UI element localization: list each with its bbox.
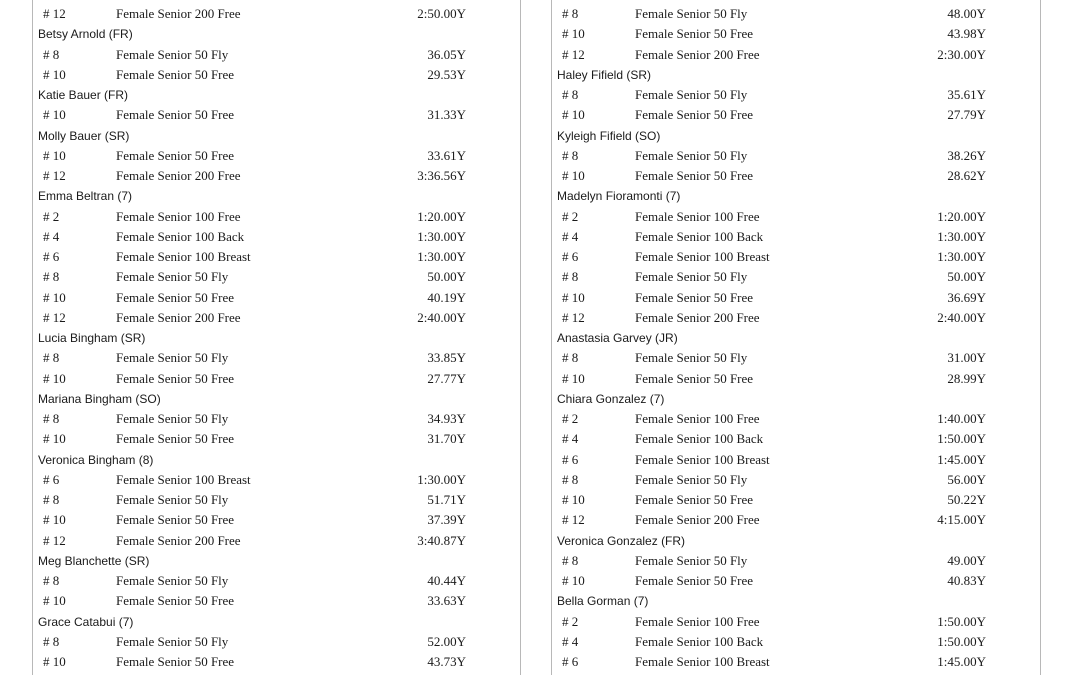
event-name: Female Senior 100 Back xyxy=(635,633,764,649)
event-entry-row xyxy=(33,510,520,530)
event-number: # 10 xyxy=(43,66,66,82)
event-name: Female Senior 100 Free xyxy=(635,208,760,224)
seed-time: 36.69Y xyxy=(947,289,986,305)
seed-time: 1:45.00Y xyxy=(937,451,986,467)
event-entry-row xyxy=(33,470,520,490)
event-name: Female Senior 50 Free xyxy=(635,289,754,305)
event-number: # 10 xyxy=(562,370,585,386)
event-number: # 12 xyxy=(43,309,66,325)
event-number: # 8 xyxy=(43,46,60,62)
event-entry-row xyxy=(552,247,1040,267)
event-entry-row xyxy=(552,450,1040,470)
swimmer-heading xyxy=(33,186,520,206)
swimmer-name: Betsy Arnold (FR) xyxy=(38,27,133,42)
event-name: Female Senior 100 Breast xyxy=(635,654,770,669)
seed-time: 3:40.87Y xyxy=(417,532,466,548)
event-name: Female Senior 50 Free xyxy=(116,512,235,528)
seed-time: 51.71Y xyxy=(427,492,466,507)
swimmer-name: Molly Bauer (SR) xyxy=(38,128,130,143)
swimmer-name: Mariana Bingham (SO) xyxy=(38,391,161,406)
seed-time: 56.00Y xyxy=(947,471,986,487)
event-number: # 10 xyxy=(43,431,66,447)
event-entry-row xyxy=(552,146,1040,166)
seed-time: 33.85Y xyxy=(427,350,466,366)
swimmer-name: Meg Blanchette (SR) xyxy=(38,553,150,568)
event-entry-row xyxy=(33,65,520,85)
event-name: Female Senior 50 Free xyxy=(116,289,235,305)
event-number: # 8 xyxy=(562,552,579,568)
event-number: # 8 xyxy=(43,573,60,588)
event-number: # 4 xyxy=(562,431,579,447)
event-name: Female Senior 50 Fly xyxy=(116,350,229,366)
seed-time: 50.00Y xyxy=(427,269,466,285)
event-entry-row xyxy=(552,105,1040,125)
event-entry-row xyxy=(552,85,1040,105)
event-number: # 8 xyxy=(562,350,579,366)
event-entry-row xyxy=(33,207,520,227)
event-name: Female Senior 100 Back xyxy=(635,228,764,244)
event-name: Female Senior 50 Free xyxy=(635,492,754,507)
seed-time: 52.00Y xyxy=(427,633,466,649)
event-entry-row xyxy=(33,632,520,652)
event-number: # 10 xyxy=(43,512,66,528)
event-entry-row xyxy=(33,409,520,429)
event-name: Female Senior 100 Breast xyxy=(635,451,770,467)
event-name: Female Senior 200 Free xyxy=(116,532,241,548)
event-name: Female Senior 100 Free xyxy=(116,208,241,224)
seed-time: 31.00Y xyxy=(947,350,986,366)
seed-time: 1:20.00Y xyxy=(417,208,466,224)
seed-time: 35.61Y xyxy=(947,87,986,102)
event-number: # 2 xyxy=(43,208,60,224)
seed-time: 37.39Y xyxy=(427,512,466,528)
event-name: Female Senior 100 Breast xyxy=(116,471,251,487)
event-entry-row xyxy=(33,308,520,328)
event-name: Female Senior 50 Fly xyxy=(116,411,229,426)
event-entry-row xyxy=(552,267,1040,287)
event-name: Female Senior 100 Back xyxy=(635,431,764,447)
swimmer-name: Veronica Gonzalez (FR) xyxy=(557,533,686,548)
event-name: Female Senior 50 Fly xyxy=(635,471,748,487)
event-number: # 12 xyxy=(43,6,66,21)
event-number: # 4 xyxy=(43,228,60,244)
event-entry-row xyxy=(33,146,520,166)
event-number: # 6 xyxy=(43,249,60,264)
event-number: # 8 xyxy=(43,350,60,366)
seed-time: 29.53Y xyxy=(427,66,466,82)
swimmer-heading xyxy=(33,126,520,146)
event-number: # 12 xyxy=(562,309,585,325)
event-name: Female Senior 50 Free xyxy=(116,370,235,386)
seed-time: 1:45.00Y xyxy=(937,654,986,669)
event-number: # 8 xyxy=(43,633,60,649)
event-name: Female Senior 100 Free xyxy=(635,613,760,629)
event-name: Female Senior 50 Fly xyxy=(116,46,229,62)
event-entry-row xyxy=(552,369,1040,389)
event-number: # 10 xyxy=(562,289,585,305)
event-entry-row xyxy=(33,490,520,510)
event-entry-row xyxy=(33,105,520,125)
event-number: # 10 xyxy=(43,147,66,163)
event-entry-row xyxy=(552,551,1040,571)
swimmer-heading xyxy=(552,186,1040,206)
event-entry-row xyxy=(552,24,1040,44)
event-number: # 8 xyxy=(43,411,60,426)
left-column xyxy=(32,0,521,675)
swimmer-heading xyxy=(552,531,1040,551)
event-entry-row xyxy=(33,166,520,186)
swimmer-name: Veronica Bingham (8) xyxy=(38,452,154,467)
event-number: # 10 xyxy=(43,370,66,386)
seed-time: 1:30.00Y xyxy=(937,228,986,244)
swimmer-name: Haley Fifield (SR) xyxy=(557,67,652,82)
event-number: # 10 xyxy=(562,492,585,507)
swimmer-name: Anastasia Garvey (JR) xyxy=(557,331,678,345)
event-entry-row xyxy=(552,571,1040,591)
event-number: # 12 xyxy=(43,168,66,183)
event-number: # 8 xyxy=(562,6,579,21)
event-name: Female Senior 100 Breast xyxy=(116,249,251,264)
seed-time: 38.26Y xyxy=(947,147,986,163)
event-number: # 6 xyxy=(562,654,579,669)
swimmer-name: Emma Beltran (7) xyxy=(38,189,133,204)
event-number: # 6 xyxy=(562,249,579,264)
event-number: # 10 xyxy=(43,654,66,669)
event-name: Female Senior 50 Fly xyxy=(116,633,229,649)
seed-time: 1:20.00Y xyxy=(937,208,986,224)
event-entry-row xyxy=(552,227,1040,247)
event-entry-row xyxy=(33,369,520,389)
event-entry-row xyxy=(552,612,1040,632)
event-entry-row xyxy=(552,632,1040,652)
event-entry-row xyxy=(552,45,1040,65)
event-number: # 10 xyxy=(43,593,66,609)
event-name: Female Senior 50 Free xyxy=(116,147,235,163)
swimmer-name: Lucia Bingham (SR) xyxy=(38,331,146,345)
event-name: Female Senior 50 Free xyxy=(635,26,754,42)
swimmer-heading xyxy=(33,551,520,571)
event-number: # 6 xyxy=(43,471,60,487)
seed-time: 2:30.00Y xyxy=(937,46,986,62)
seed-time: 3:36.56Y xyxy=(417,168,466,183)
seed-time: 1:30.00Y xyxy=(417,471,466,487)
event-entry-row xyxy=(552,207,1040,227)
event-number: # 8 xyxy=(562,147,579,163)
seed-time: 31.33Y xyxy=(427,107,466,123)
seed-time: 1:30.00Y xyxy=(417,228,466,244)
event-name: Female Senior 200 Free xyxy=(116,6,241,21)
seed-time: 34.93Y xyxy=(427,411,466,426)
seed-time: 43.98Y xyxy=(947,26,986,42)
swimmer-name: Chiara Gonzalez (7) xyxy=(557,391,665,406)
event-entry-row xyxy=(33,45,520,65)
event-entry-row xyxy=(33,531,520,551)
event-name: Female Senior 200 Free xyxy=(635,512,760,528)
event-name: Female Senior 100 Free xyxy=(635,411,760,426)
seed-time: 2:40.00Y xyxy=(417,309,466,325)
event-number: # 12 xyxy=(562,46,585,62)
event-name: Female Senior 50 Fly xyxy=(116,573,229,588)
seed-time: 1:50.00Y xyxy=(937,431,986,447)
event-number: # 10 xyxy=(562,168,585,183)
seed-time: 50.22Y xyxy=(947,492,986,507)
event-name: Female Senior 200 Free xyxy=(635,309,760,325)
event-number: # 12 xyxy=(43,532,66,548)
seed-time: 2:40.00Y xyxy=(937,309,986,325)
seed-time: 40.19Y xyxy=(427,289,466,305)
seed-time: 1:40.00Y xyxy=(937,411,986,426)
event-number: # 6 xyxy=(562,451,579,467)
swimmer-heading xyxy=(33,24,520,44)
event-name: Female Senior 50 Free xyxy=(635,107,754,123)
event-entry-row xyxy=(552,409,1040,429)
swimmer-heading xyxy=(552,389,1040,409)
swimmer-heading xyxy=(33,389,520,409)
event-number: # 12 xyxy=(562,512,585,528)
event-number: # 8 xyxy=(562,87,579,102)
right-column xyxy=(551,0,1041,675)
event-number: # 4 xyxy=(562,228,579,244)
event-number: # 10 xyxy=(562,107,585,123)
event-entry-row xyxy=(33,267,520,287)
event-entry-row xyxy=(33,348,520,368)
swimmer-heading xyxy=(33,612,520,632)
swimmer-heading xyxy=(552,126,1040,146)
swimmer-name: Kyleigh Fifield (SO) xyxy=(557,128,661,143)
event-name: Female Senior 50 Free xyxy=(635,573,754,588)
seed-time: 1:50.00Y xyxy=(937,613,986,629)
seed-time: 31.70Y xyxy=(427,431,466,447)
event-name: Female Senior 200 Free xyxy=(635,46,760,62)
seed-time: 43.73Y xyxy=(427,654,466,669)
seed-time: 2:50.00Y xyxy=(417,6,466,21)
swimmer-name: Katie Bauer (FR) xyxy=(38,88,129,102)
event-name: Female Senior 100 Breast xyxy=(635,249,770,264)
event-name: Female Senior 50 Free xyxy=(116,654,235,669)
event-name: Female Senior 50 Free xyxy=(116,66,235,82)
event-entry-row xyxy=(33,571,520,591)
event-entry-row xyxy=(552,470,1040,490)
swimmer-heading xyxy=(33,85,520,105)
event-number: # 10 xyxy=(43,289,66,305)
event-entry-row xyxy=(33,4,520,24)
event-number: # 8 xyxy=(562,269,579,285)
event-name: Female Senior 50 Free xyxy=(635,168,754,183)
event-name: Female Senior 50 Fly xyxy=(116,492,229,507)
seed-time: 1:30.00Y xyxy=(937,249,986,264)
event-name: Female Senior 200 Free xyxy=(116,309,241,325)
swimmer-name: Madelyn Fioramonti (7) xyxy=(557,189,681,204)
event-name: Female Senior 200 Free xyxy=(116,168,241,183)
event-entry-row xyxy=(552,490,1040,510)
swimmer-heading xyxy=(33,328,520,348)
event-entry-row xyxy=(552,652,1040,672)
seed-time: 36.05Y xyxy=(427,46,466,62)
event-name: Female Senior 50 Free xyxy=(116,593,235,609)
event-number: # 2 xyxy=(562,208,579,224)
swimmer-name: Bella Gorman (7) xyxy=(557,594,649,609)
event-name: Female Senior 50 Free xyxy=(635,370,754,386)
event-name: Female Senior 50 Fly xyxy=(635,147,748,163)
seed-time: 40.44Y xyxy=(427,573,466,588)
seed-time: 28.99Y xyxy=(947,370,986,386)
event-entry-row xyxy=(552,308,1040,328)
event-name: Female Senior 50 Free xyxy=(116,107,235,123)
event-number: # 10 xyxy=(562,573,585,588)
seed-time: 49.00Y xyxy=(947,552,986,568)
seed-time: 33.61Y xyxy=(427,147,466,163)
event-number: # 10 xyxy=(562,26,585,42)
seed-time: 33.63Y xyxy=(427,593,466,609)
seed-time: 40.83Y xyxy=(947,573,986,588)
event-name: Female Senior 50 Fly xyxy=(635,6,748,21)
event-number: # 2 xyxy=(562,613,579,629)
event-name: Female Senior 50 Fly xyxy=(635,350,748,366)
seed-time: 27.77Y xyxy=(427,370,466,386)
event-name: Female Senior 50 Fly xyxy=(116,269,229,285)
event-name: Female Senior 50 Fly xyxy=(635,87,748,102)
event-entry-row xyxy=(552,429,1040,449)
swimmer-heading xyxy=(552,328,1040,348)
event-entry-row xyxy=(33,591,520,611)
event-entry-row xyxy=(552,288,1040,308)
seed-time: 28.62Y xyxy=(947,168,986,183)
swimmer-heading xyxy=(33,450,520,470)
swimmer-name: Grace Catabui (7) xyxy=(38,614,134,629)
event-number: # 8 xyxy=(562,471,579,487)
event-entry-row xyxy=(552,510,1040,530)
event-number: # 8 xyxy=(43,269,60,285)
event-name: Female Senior 50 Fly xyxy=(635,269,748,285)
event-number: # 8 xyxy=(43,492,60,507)
event-entry-row xyxy=(33,652,520,672)
seed-time: 1:50.00Y xyxy=(937,633,986,649)
event-name: Female Senior 100 Back xyxy=(116,228,245,244)
seed-time: 4:15.00Y xyxy=(937,512,986,528)
event-name: Female Senior 50 Fly xyxy=(635,552,748,568)
seed-time: 50.00Y xyxy=(947,269,986,285)
event-number: # 4 xyxy=(562,633,579,649)
seed-time: 48.00Y xyxy=(947,6,986,21)
swimmer-heading xyxy=(552,65,1040,85)
event-entry-row xyxy=(552,348,1040,368)
event-entry-row xyxy=(552,4,1040,24)
event-entry-row xyxy=(33,429,520,449)
seed-time: 27.79Y xyxy=(947,107,986,123)
seed-time: 1:30.00Y xyxy=(417,249,466,264)
event-name: Female Senior 50 Free xyxy=(116,431,235,447)
event-number: # 2 xyxy=(562,411,579,426)
event-number: # 10 xyxy=(43,107,66,123)
event-entry-row xyxy=(552,166,1040,186)
event-entry-row xyxy=(33,247,520,267)
event-entry-row xyxy=(33,288,520,308)
event-entry-row xyxy=(33,227,520,247)
swimmer-heading xyxy=(552,591,1040,611)
